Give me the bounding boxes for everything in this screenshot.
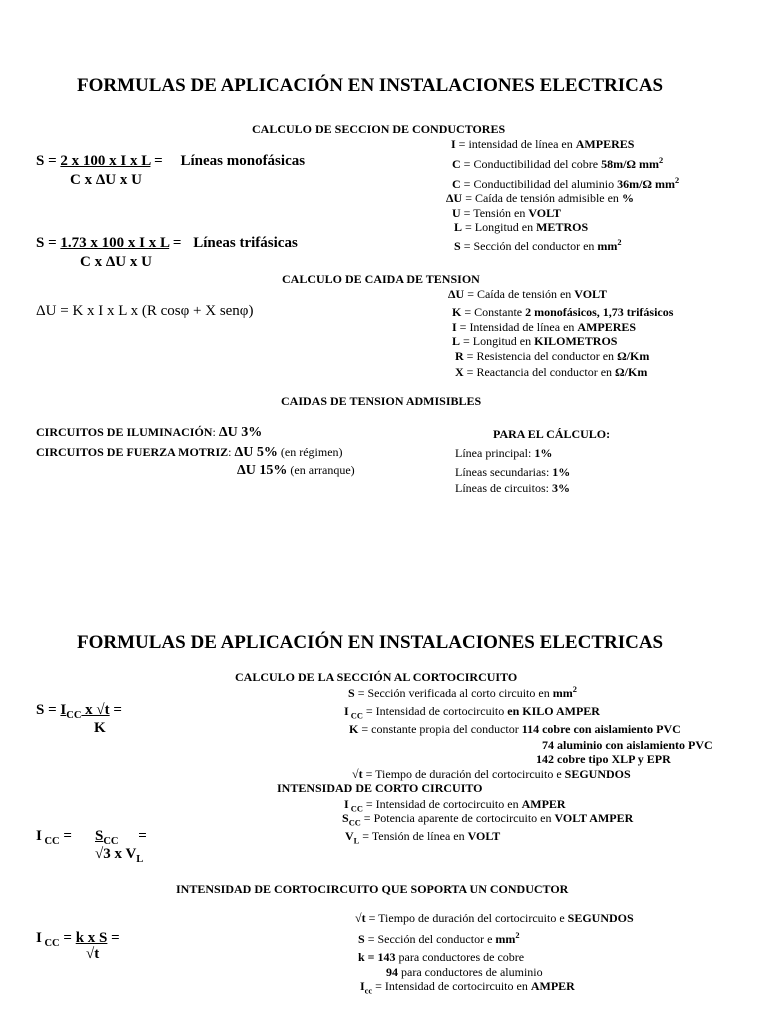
var-s-seccion: S = Sección del conductor e $mm^2$	[358, 931, 520, 946]
var-du-volt: ΔU = Caída de tensión en VOLT	[448, 287, 607, 301]
var-l-metros: L = Longitud en METROS	[454, 220, 589, 234]
var-s-verificada: S = Sección verificada al corto circuito en $mm^2$	[348, 685, 577, 700]
section-heading-seccion: CALCULO DE SECCION DE CONDUCTORES	[252, 122, 506, 136]
section-heading-cortocircuito: CALCULO DE LA SECCIÓN AL CORTOCIRCUITO	[235, 670, 518, 684]
calc-linea-principal: Línea principal: 1%	[455, 446, 553, 460]
circuitos-iluminacion: CIRCUITOS DE ILUMINACIÓN: ΔU 3%	[36, 425, 263, 440]
var-t-segundos: √t = Tiempo de duración del cortocircuito e SEGUNDOS	[352, 767, 631, 781]
var-c-cobre: C = Conductibilidad del cobre 58m/Ω $mm^2$	[452, 156, 664, 171]
var-icc-kiloamper: I $_{CC}$ = Intensidad de cortocircuito en KILO AMPER	[344, 704, 600, 721]
formula-caida-tension: ΔU = K x I x L x (R cosφ + X senφ)	[36, 303, 254, 319]
formula-icc-numerator: $S_{CC}$ =	[95, 828, 147, 847]
var-k-aluminio: 94 para conductores de aluminio	[386, 965, 543, 979]
section-heading-caida: CALCULO DE CAIDA DE TENSION	[282, 272, 480, 286]
denominator-sqrt-t: √t	[86, 946, 100, 962]
formula-seccion-cortocircuito: $S = I_{CC}$ x √t =	[36, 702, 122, 721]
var-s-mm2: S = Sección del conductor en $mm^2$	[454, 238, 622, 253]
page1-title: FORMULAS DE APLICACIÓN EN INSTALACIONES ELECTRICAS	[77, 75, 664, 96]
var-i-linea: I = Intensidad de línea en AMPERES	[452, 320, 637, 334]
denominator-monofasicas: C x ΔU x U	[70, 172, 142, 188]
var-du-admisible: ΔU = Caída de tensión admisible en %	[446, 191, 634, 205]
formula-trifasicas: S = 1.73 x 100 x I x L = Líneas trifásicas	[36, 235, 298, 251]
page2-title: FORMULAS DE APLICACIÓN EN INSTALACIONES ELECTRICAS	[77, 632, 664, 653]
var-r-resistencia: R = Resistencia del conductor en Ω/Km	[455, 349, 650, 363]
var-k-cobre-xlp: 142 cobre tipo XLP y EPR	[536, 752, 671, 766]
denominator-k: K	[94, 720, 106, 736]
var-scc-potencia: $S_{CC}$ = Potencia aparente de cortocircuito en VOLT AMPER	[342, 811, 634, 828]
var-l-km: L = Longitud en KILOMETROS	[452, 334, 618, 348]
formula-icc-denominator: √3 x $V_L$	[95, 846, 144, 865]
denominator-trifasicas: C x ΔU x U	[80, 254, 152, 270]
label-trifasicas: Líneas trifásicas	[193, 235, 298, 251]
var-icc-amper-2: $I_{cc}$ = Intensidad de cortocircuito en AMPER	[360, 979, 575, 996]
var-i-amperes: I = intensidad de línea en AMPERES	[451, 137, 635, 151]
section-heading-soporta: INTENSIDAD DE CORTOCIRCUITO QUE SOPORTA UN CONDUCTOR	[176, 882, 569, 896]
var-u-volt: U = Tensión en VOLT	[452, 206, 562, 220]
fuerza-arranque: ΔU 15% (en arranque)	[237, 463, 355, 478]
calc-lineas-circuitos: Líneas de circuitos: 3%	[455, 481, 570, 495]
var-c-aluminio: C = Conductibilidad del aluminio 36m/Ω $mm^2$	[452, 176, 680, 191]
var-k-aluminio-pvc: 74 aluminio con aislamiento PVC	[542, 738, 713, 752]
circuitos-fuerza-motriz: CIRCUITOS DE FUERZA MOTRIZ: ΔU 5% (en régimen)	[36, 445, 343, 460]
var-k-cobre: k = 143 para conductores de cobre	[358, 950, 525, 964]
var-t-segundos-2: √t = Tiempo de duración del cortocircuito e SEGUNDOS	[355, 911, 634, 925]
formula-icc-conductor: I $_{CC}$ = k x S =	[36, 930, 120, 949]
var-icc-amper: I $_{CC}$ = Intensidad de cortocircuito en AMPER	[344, 797, 566, 814]
var-vl-tension: $V_L$ = Tensión de línea en VOLT	[345, 829, 501, 846]
label-monofasicas: Líneas monofásicas	[180, 153, 306, 169]
section-heading-intensidad: INTENSIDAD DE CORTO CIRCUITO	[277, 781, 483, 795]
var-k-constante: K = Constante 2 monofásicos, 1,73 trifásicos	[452, 305, 674, 319]
formula-icc-lhs: I $_{CC}$ =	[36, 828, 72, 847]
var-x-reactancia: X = Reactancia del conductor en Ω/Km	[455, 365, 648, 379]
calc-lineas-secundarias: Líneas secundarias: 1%	[455, 465, 571, 479]
section-heading-admisibles: CAIDAS DE TENSION ADMISIBLES	[281, 394, 482, 408]
formula-monofasicas: S = 2 x 100 x I x L = Líneas monofásicas	[36, 153, 306, 169]
var-k-constante-conductor: K = constante propia del conductor 114 cobre con aislamiento PVC	[349, 722, 681, 736]
para-el-calculo-heading: PARA EL CÁLCULO:	[493, 427, 611, 441]
